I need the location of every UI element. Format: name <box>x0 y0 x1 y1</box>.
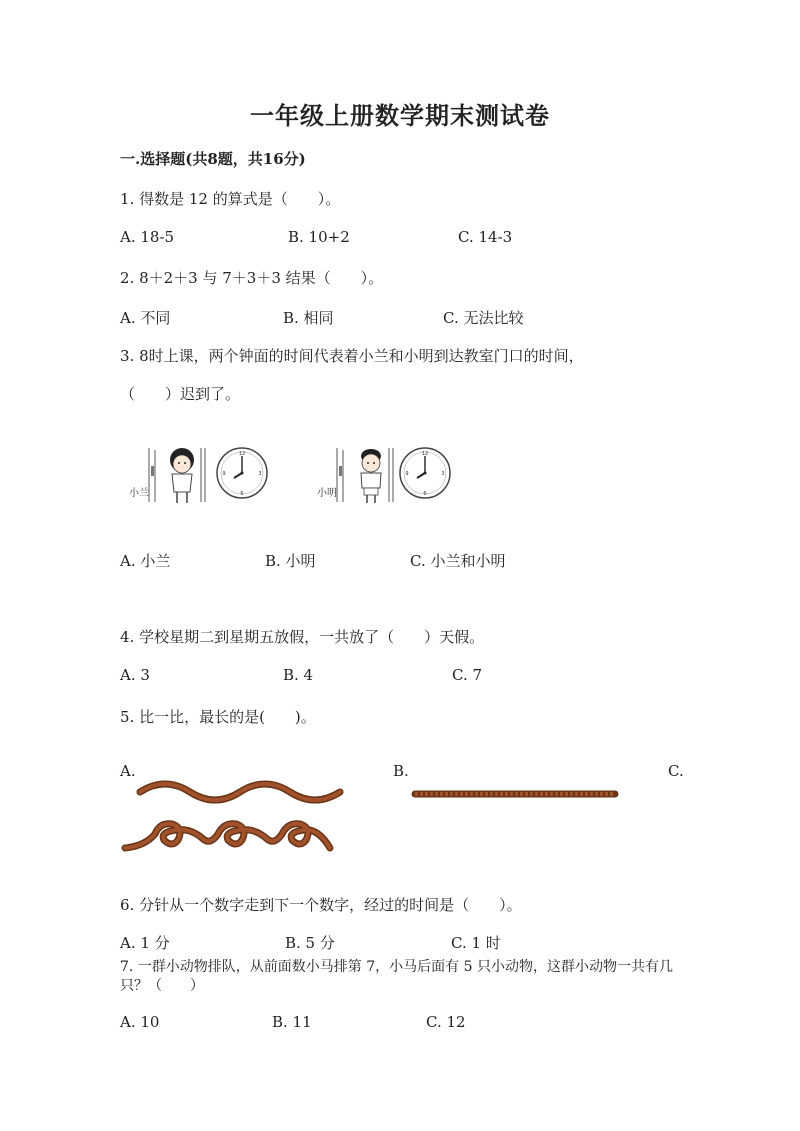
question-3-line-1: 3. 8时上课，两个钟面的时间代表着小兰和小明到达教室门口的时间， <box>120 347 584 365</box>
question-7-line-1: 7. 一群小动物排队，从前面数小马排第 7，小马后面有 5 只小动物，这群小动物一共有几 <box>120 959 673 975</box>
q2-option-b[interactable]: B. 相同 <box>283 309 334 327</box>
q5-option-c[interactable]: C. <box>668 762 684 780</box>
svg-text:3: 3 <box>258 471 262 477</box>
q3-option-c[interactable]: C. 小兰和小明 <box>410 552 506 570</box>
girl-figure <box>149 448 205 503</box>
q7-option-a[interactable]: A. 10 <box>120 1013 160 1031</box>
svg-text:9: 9 <box>405 471 409 477</box>
q6-option-a[interactable]: A. 1 分 <box>120 934 170 952</box>
q1-option-c[interactable]: C. 14-3 <box>458 228 513 246</box>
q2-option-c[interactable]: C. 无法比较 <box>443 309 524 327</box>
question-1: 1. 得数是 12 的算式是（ ）。 <box>120 190 341 208</box>
q6-option-b[interactable]: B. 5 分 <box>285 934 335 952</box>
q6-option-c[interactable]: C. 1 时 <box>451 934 501 952</box>
section-heading: 一.选择题(共8题，共16分) <box>120 150 306 168</box>
q7-option-c[interactable]: C. 12 <box>426 1013 466 1031</box>
q4-option-c[interactable]: C. 7 <box>452 666 483 684</box>
svg-text:3: 3 <box>441 471 445 477</box>
svg-text:12: 12 <box>238 451 246 457</box>
q4-option-a[interactable]: A. 3 <box>120 666 150 684</box>
label-xiaolan: 小兰 <box>129 488 149 499</box>
q1-option-a[interactable]: A. 18-5 <box>120 228 175 246</box>
question-2: 2. 8＋2＋3 与 7＋3＋3 结果（ ）。 <box>120 269 384 287</box>
q1-option-b[interactable]: B. 10+2 <box>288 228 350 246</box>
q3-option-b[interactable]: B. 小明 <box>265 552 316 570</box>
svg-text:6: 6 <box>240 491 244 497</box>
q5-option-b[interactable]: B. <box>393 762 409 780</box>
question-3-line-2: （ ）迟到了。 <box>120 385 241 403</box>
q3-option-a[interactable]: A. 小兰 <box>120 552 171 570</box>
q2-option-a[interactable]: A. 不同 <box>120 309 171 327</box>
clock-illustration <box>125 440 465 512</box>
clock-2-icon <box>400 448 450 498</box>
q5-option-a[interactable]: A. <box>120 762 136 780</box>
clock-1-icon <box>217 448 267 498</box>
question-5: 5. 比一比，最长的是( )。 <box>120 708 316 726</box>
svg-text:9: 9 <box>222 471 226 477</box>
rope-illustration <box>120 770 640 860</box>
question-6: 6. 分针从一个数字走到下一个数字，经过的时间是（ ）。 <box>120 896 522 914</box>
question-7-line-2: 只？（ ） <box>120 978 204 994</box>
boy-figure <box>337 448 393 503</box>
q7-option-b[interactable]: B. 11 <box>272 1013 312 1031</box>
question-4: 4. 学校星期二到星期五放假，一共放了（ ）天假。 <box>120 628 485 646</box>
label-xiaoming: 小明 <box>317 488 337 499</box>
svg-text:6: 6 <box>423 491 427 497</box>
svg-text:12: 12 <box>421 451 429 457</box>
q4-option-b[interactable]: B. 4 <box>283 666 314 684</box>
page-title: 一年级上册数学期末测试卷 <box>250 101 550 130</box>
